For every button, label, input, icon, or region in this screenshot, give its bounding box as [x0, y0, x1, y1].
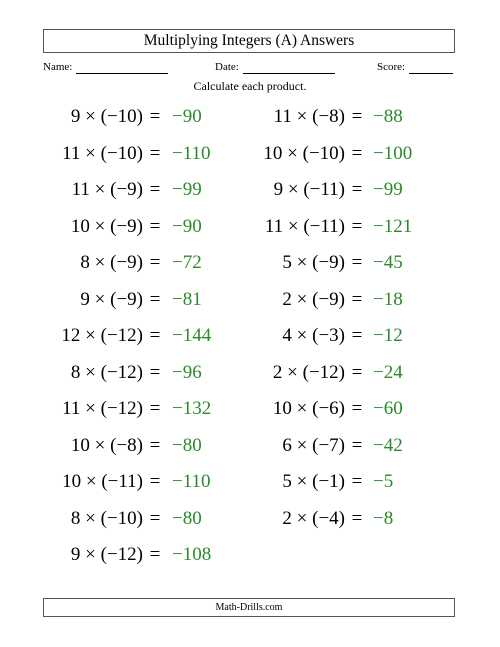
problem-answer: −99 — [172, 179, 202, 200]
equals-sign: = — [351, 471, 363, 492]
equals-sign: = — [149, 434, 161, 456]
equals-sign: = — [149, 288, 161, 310]
problem-answer: −108 — [172, 544, 212, 565]
problem-row — [0, 358, 500, 388]
problem-row — [0, 431, 500, 461]
problem-expression: 11 × (−8) — [273, 106, 345, 127]
problem-answer: −45 — [373, 252, 403, 273]
problem-row — [0, 248, 500, 278]
equals-sign: = — [351, 434, 363, 456]
equals-sign: = — [351, 507, 363, 529]
problem-expression: 10 × (−6) — [272, 398, 345, 419]
name-label: Name: — [43, 61, 73, 73]
problem-expression: 2 × (−9) — [282, 288, 345, 310]
equals-sign: = — [351, 106, 363, 127]
score-label: Score: — [377, 61, 406, 73]
equals-sign: = — [149, 106, 161, 127]
problem-answer: −81 — [172, 288, 202, 310]
equals-sign: = — [351, 215, 363, 237]
problem-expression: 4 × (−3) — [282, 325, 345, 346]
problem-expression: 11 × (−9) — [71, 179, 143, 200]
equals-sign: = — [149, 361, 161, 383]
problem-expression: 2 × (−12) — [272, 361, 345, 383]
worksheet-title: Multiplying Integers (A) Answers — [43, 29, 455, 53]
equals-sign: = — [351, 179, 363, 200]
problem-expression: 10 × (−8) — [70, 434, 143, 456]
problem-expression: 10 × (−11) — [62, 471, 143, 492]
name-blank — [76, 62, 168, 74]
equals-sign: = — [149, 544, 161, 565]
problem-answer: −42 — [373, 434, 403, 456]
problem-row — [0, 175, 500, 205]
problem-row — [0, 285, 500, 315]
equals-sign: = — [351, 288, 363, 310]
name-field — [43, 61, 168, 74]
problem-answer: −110 — [172, 142, 211, 164]
problem-row — [0, 321, 500, 351]
problem-answer: −90 — [172, 106, 202, 127]
problem-row — [0, 212, 500, 242]
problem-answer: −18 — [373, 288, 403, 310]
problem-expression: 11 × (−11) — [264, 215, 345, 237]
equals-sign: = — [149, 471, 161, 492]
problem-row — [0, 139, 500, 169]
date-blank — [243, 62, 335, 74]
problem-row — [0, 467, 500, 497]
problem-answer: −8 — [373, 507, 394, 529]
problem-answer: −12 — [373, 325, 403, 346]
problem-expression: 6 × (−7) — [282, 434, 345, 456]
equals-sign: = — [351, 398, 363, 419]
problem-answer: −72 — [172, 252, 202, 273]
equals-sign: = — [351, 252, 363, 273]
instructions: Calculate each product. — [193, 79, 307, 93]
equals-sign: = — [351, 361, 363, 383]
problem-answer: −60 — [373, 398, 403, 419]
problem-answer: −90 — [172, 215, 202, 237]
problem-row — [0, 504, 500, 534]
footer: Math-Drills.com — [43, 598, 455, 617]
problem-expression: 12 × (−12) — [61, 325, 143, 346]
problem-answer: −24 — [373, 361, 403, 383]
problem-expression: 10 × (−10) — [263, 142, 345, 164]
problem-answer: −88 — [373, 106, 403, 127]
problem-answer: −96 — [172, 361, 202, 383]
date-label: Date: — [215, 61, 239, 73]
problem-answer: −99 — [373, 179, 403, 200]
score-field — [377, 61, 453, 74]
problem-row — [0, 102, 500, 132]
problem-expression: 9 × (−9) — [80, 288, 143, 310]
problem-expression: 5 × (−1) — [282, 471, 345, 492]
equals-sign: = — [149, 398, 161, 419]
problem-answer: −80 — [172, 507, 202, 529]
equals-sign: = — [149, 179, 161, 200]
problem-expression: 8 × (−10) — [70, 507, 143, 529]
problem-row — [0, 540, 500, 570]
problem-expression: 11 × (−12) — [62, 398, 143, 419]
problem-expression: 10 × (−9) — [70, 215, 143, 237]
problem-expression: 11 × (−10) — [62, 142, 143, 164]
equals-sign: = — [149, 142, 161, 164]
problem-answer: −80 — [172, 434, 202, 456]
problem-expression: 9 × (−10) — [70, 106, 143, 127]
problem-answer: −121 — [373, 215, 413, 237]
equals-sign: = — [149, 252, 161, 273]
problem-answer: −110 — [172, 471, 211, 492]
equals-sign: = — [351, 142, 363, 164]
equals-sign: = — [149, 325, 161, 346]
problem-answer: −132 — [172, 398, 212, 419]
problem-expression: 9 × (−12) — [70, 544, 143, 565]
equals-sign: = — [149, 215, 161, 237]
problem-answer: −5 — [373, 471, 394, 492]
problem-answer: −144 — [172, 325, 212, 346]
equals-sign: = — [149, 507, 161, 529]
score-blank — [409, 62, 453, 74]
date-field — [215, 61, 335, 74]
problem-expression: 5 × (−9) — [282, 252, 345, 273]
problem-answer: −100 — [373, 142, 413, 164]
problem-expression: 2 × (−4) — [282, 507, 345, 529]
problem-expression: 8 × (−12) — [70, 361, 143, 383]
problem-row — [0, 394, 500, 424]
problem-expression: 8 × (−9) — [80, 252, 143, 273]
equals-sign: = — [351, 325, 363, 346]
problem-expression: 9 × (−11) — [273, 179, 345, 200]
